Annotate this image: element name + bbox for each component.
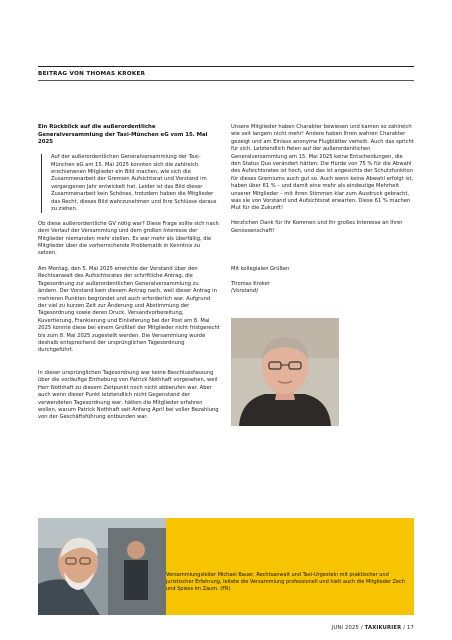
left-paragraph-3: In dieser ursprünglichen Tagesordnung war keine Beschlussfassung über die vorläufige Enthebung von Patrick Nothhaft vorgesehen, weil Herr Nothhaft zu diesem Zeitpunkt noch nicht abberufen war. Aber auch wenn dieser Punkt letztendlich nicht Gegenstand der verwendeten Tagesordnung war, hätten die Mitglieder erfahren wollen, warum Patrick Nothhaft seit Anfang April bei voller Bezahlung von der Geschäftsführung entbunden war. <box>38 370 219 421</box>
left-paragraph-2: Am Montag, den 5. Mai 2025 erreichte der Vorstand über den Rechtsanwalt des Aufsichtsrates der schriftliche Antrag, die Tagesordnung zur außerordentlichen Generalversammlung zu ändern. Der Vorstand kam diesem Antrag nach, weil dieser Antrag in mehreren Punkten begründet und auch erforderlich war. Aufgrund der viel zu kurzen Zeit zur Änderung und Abstimmung der Tagesordnung sowie deren Druck, Versandvorbereitung, Kuvertierung, Frankierung und Einlieferung bei der Post am 8. Mai 2025 konnte diese bei einem Großteil der Mitglieder nicht fristgerecht bis zum 8. Mai 2025 zugestellt werden. Die Versammlung wurde deshalb entsprechend der ursprünglichen Tagesordnung durchgeführt. <box>38 266 220 354</box>
left-column-middle <box>38 266 220 362</box>
right-column-top <box>231 124 414 242</box>
photo-box <box>38 518 414 615</box>
byline: BEITRAG VON THOMAS KROKER <box>38 71 146 77</box>
right-paragraph-2: Herzlichen Dank für Ihr Kommen und Ihr großes Interesse an Ihrer Genossenschaft! <box>231 220 403 234</box>
left-paragraph-1: Ob diese außerordentliche GV nötig war? Diese Frage sollte sich nach dem Verlauf der Versammlung und dem großen Interesse der Mitglieder niemanden mehr stellen. Es war mehr als überfällig, die Mitglieder über die vorherrschende Problematik in Kenntnis zu setzen. <box>38 220 219 257</box>
footer-issue: JUNI 2025 / <box>331 625 363 631</box>
page-footer <box>332 625 414 631</box>
byline-section <box>38 66 414 81</box>
footer-publication: TAXIKURIER <box>364 625 402 631</box>
author-portrait <box>231 318 339 426</box>
greeting: Mit kollegialen Grüßen <box>231 266 290 272</box>
intro-block <box>41 154 220 213</box>
moderator-photo <box>38 518 166 615</box>
right-paragraph-1: Unsere Mitglieder haben Charakter bewiesen und kamen so zahlreich wie seit langem nicht mehr! Andere haben Ihren wahren Charakter gezeigt und am Einlass anonyme Flugblätter verteilt. Auch das spricht für sich. Letztendlich fielen auf der außerordentlichen Generalversammlung am 15. Mai 2025 keine Entscheidungen, die den Status Quo verändert hätten: Die Hürde von 75 % für die Abwahl des Aufsichtsrates ist hoch, und das ist angesichts der Schutzfunktion für dieses Gremiums auch gut so. Auch wenn keine Abwahl erfolgt ist, haben über 61 % – und damit eine mehr als eindeutige Mehrheit unserer Mitglieder – mit ihren Stimmen klar zum Ausdruck gebracht, was sie von Vorstand und Aufsichtsrat erwarten. Diese 61 % machen Mut für die Zukunft! <box>231 124 414 212</box>
left-column-top <box>38 124 220 265</box>
signature-role: (Vorstand) <box>231 288 259 295</box>
intro-paragraph: Auf der außerordentlichen Generalversammlung der Taxi-München eG am 15. Mai 2025 konnten sich die zahlreich erschienenen Mitglieder ein Bild machen, wie sich die Zusammenarbeit der Gremien Aufsichtsrat und Vorstand im vergangenen Jahr entwickelt hat. Leider ist das Bild dieser Zusammenarbeit kein Schönes, trotzdem haben die Mitglieder das Recht, dieses Bild wahrzunehmen und ihre Schlüsse daraus zu ziehen. <box>51 154 217 213</box>
left-column-bottom <box>38 370 220 429</box>
author-portrait-image <box>231 318 339 426</box>
byline-rule-bottom <box>38 80 414 81</box>
signature-block <box>231 266 414 296</box>
top-band <box>0 0 452 44</box>
signature-name: Thomas Kroker <box>231 280 270 287</box>
lead-title: Ein Rückblick auf die außerordentliche Generalversammlung der Taxi-München eG vom 15. Mai 2025 <box>38 124 208 146</box>
footer-page-number: / 17 <box>403 625 414 631</box>
moderator-photo-image <box>38 518 166 615</box>
photo-caption: Versammlungsleiter Michael Bauer, Rechtsanwalt und Taxi-Urgestein mit praktischer und juristischer Erfahrung, leitete die Versammlung professionell und hielt auch die Mitglieder Zech und Spiess im Zaum. (FR) <box>166 572 405 592</box>
